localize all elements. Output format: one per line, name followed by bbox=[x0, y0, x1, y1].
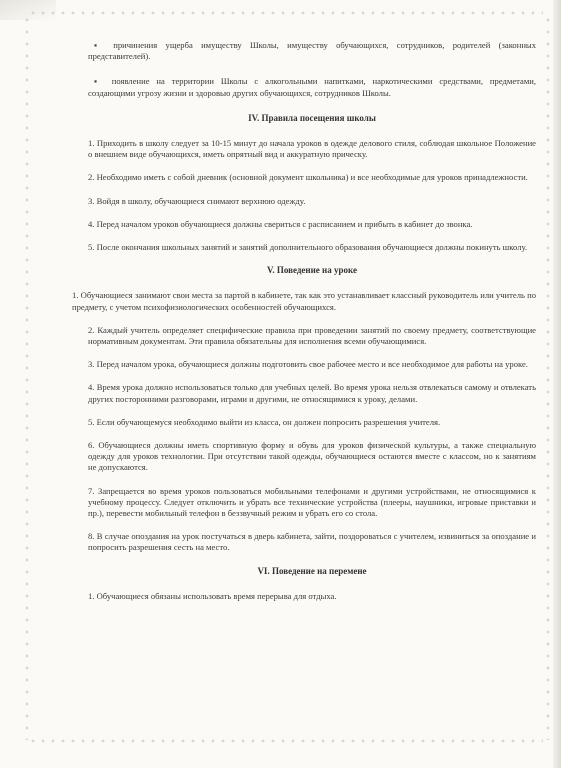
bullet-item: ▪ причинения ущерба имуществу Школы, имуществу обучающихся, сотрудников, родителей (законных представителей). bbox=[88, 40, 537, 62]
section-4-item: 3. Войдя в школу, обучающиеся снимают верхнюю одежду. bbox=[88, 195, 306, 206]
border-bottom-ornament bbox=[28, 736, 543, 746]
section-5-item: 7. Запрещается во время уроков пользоваться мобильными телефонами и другими устройствами, не относящимися к учебному процессу. Следует отключить и убрать все технические устройства (плееры, наушники, игровые приставки и пр.), перевести мобильный телефон в беззвучный режим и убрать его со стола. bbox=[88, 485, 536, 519]
border-right-ornament bbox=[543, 14, 553, 740]
section-5-item: 6. Обучающиеся должны иметь спортивную форму и обувь для уроков физической культуры, а также специальную одежду для уроков технологии. При отсутствии такой одежды, обучающиеся остаются вместе с классом, но к занятиям не допускаются. bbox=[88, 440, 536, 473]
section-5-item: 2. Каждый учитель определяет специфические правила при проведении занятий по своему предмету, соответствующие нормативным документам. Эти правила обязательны для исполнения всеми обучающимися. bbox=[88, 324, 536, 347]
bullet-icon: ▪ bbox=[94, 40, 104, 50]
section-5-item: 4. Время урока должно использоваться только для учебных целей. Во время урока нельзя отвлекаться самому и отвлекать других посторонними разговорами, играми и другими, не относящимися к уроку, делами. bbox=[88, 382, 536, 404]
border-top-ornament bbox=[28, 8, 543, 18]
section-4-item: 4. Перед началом уроков обучающиеся должны свериться с расписанием и прибыть в кабинет до звонка. bbox=[88, 218, 473, 229]
page-edge bbox=[553, 0, 561, 768]
section-4-item: 2. Необходимо иметь с собой дневник (основной документ школьника) и все необходимые для уроков принадлежности. bbox=[88, 172, 528, 183]
section-5-item: 3. Перед началом урока, обучающиеся должны подготовить свое рабочее место и все необходимое для работы на уроке. bbox=[88, 359, 528, 370]
section-5-title: V. Поведение на уроке bbox=[267, 265, 357, 276]
section-4-item: 5. После окончания школьных занятий и занятий дополнительного образования обучающиеся должны покинуть школу. bbox=[88, 242, 528, 253]
bullet-icon: ▪ bbox=[94, 76, 102, 87]
section-4-title: IV. Правила посещения школы bbox=[248, 112, 376, 123]
section-5-item: 8. В случае опоздания на урок постучаться в дверь кабинета, зайти, поздороваться с учителем, извиниться за опоздание и попросить разрешения сесть на место. bbox=[88, 531, 536, 553]
section-6-item: 1. Обучающиеся обязаны использовать время перерыва для отдыха. bbox=[88, 590, 337, 601]
section-4-item: 1. Приходить в школу следует за 10-15 минут до начала уроков в одежде делового стиля, соблюдая школьное Положение о внешнем виде обучающихся, иметь опрятный вид и аккуратную прическу. bbox=[88, 138, 536, 160]
section-5-item: 5. Если обучающемуся необходимо выйти из класса, он должен попросить разрешения учителя. bbox=[88, 416, 441, 427]
document-body bbox=[72, 40, 537, 614]
bullet-item: ▪ появление на территории Школы с алкогольными напитками, наркотическими средствами, предметами, создающими угрозу жизни и здоровью других обучающихся, сотрудников Школы. bbox=[88, 76, 537, 98]
section-5-item: 1. Обучающиеся занимают свои места за партой в кабинете, так как это устанавливает классный руководитель или учитель по предмету, с учетом психофизиологических особенностей обучающихся. bbox=[72, 290, 536, 312]
section-6-title: VI. Поведение на перемене bbox=[257, 565, 367, 576]
border-left-ornament bbox=[22, 14, 32, 740]
